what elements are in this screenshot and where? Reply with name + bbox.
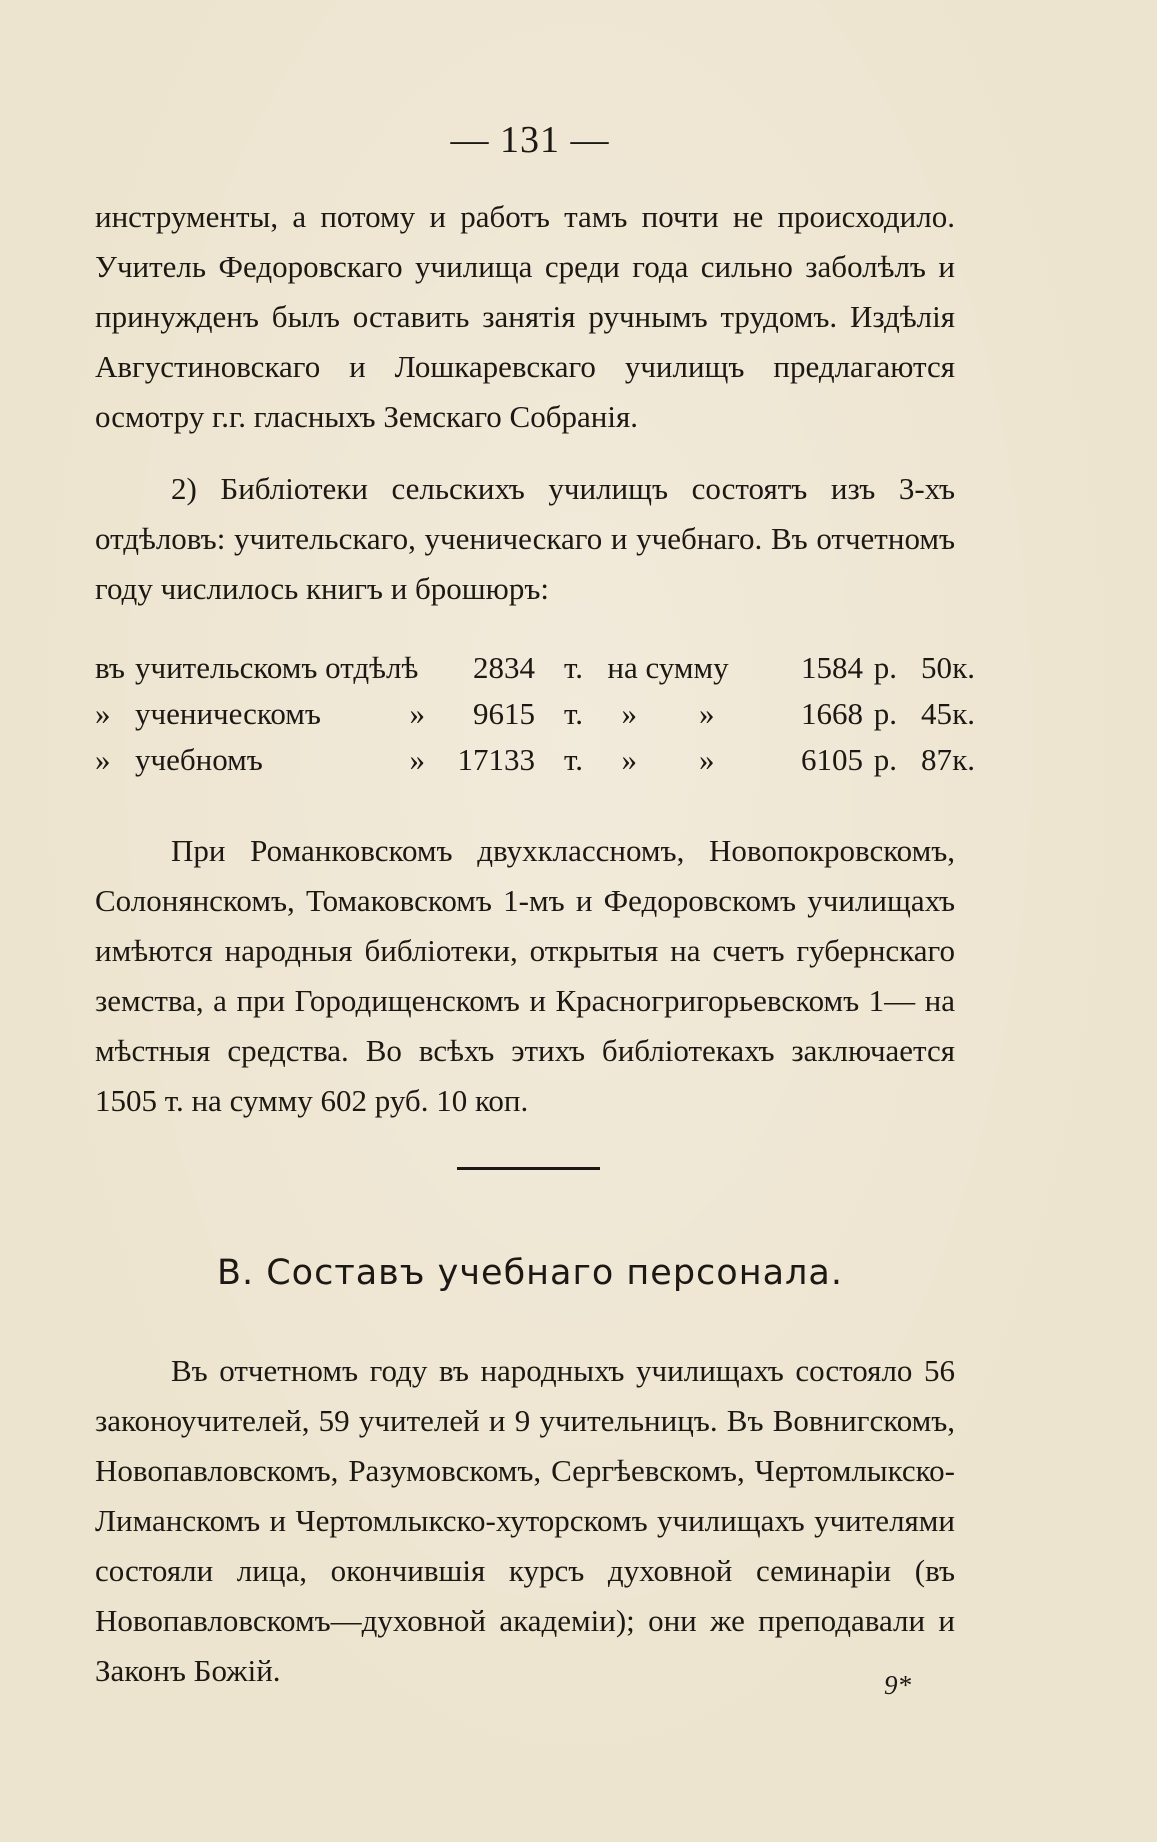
section-heading: В. Составъ учебнаго персонала. bbox=[216, 1253, 843, 1293]
kopecks-unit: к. bbox=[952, 742, 975, 777]
volume-unit: т. bbox=[564, 696, 583, 731]
table-row bbox=[95, 691, 975, 737]
kopecks-value: 45 bbox=[921, 696, 952, 731]
row-prefix: въ bbox=[95, 650, 125, 685]
rubles-value: 1668 bbox=[801, 696, 863, 731]
paragraph-libraries: 2) Библіотеки сельскихъ училищъ состоятъ изъ 3-хъ отдѣловъ: учительскаго, ученическаго и учебнаго. Въ отчетномъ году числилось книгъ и брошюръ: bbox=[95, 471, 955, 606]
kopecks-unit: к. bbox=[952, 650, 975, 685]
volume-unit: т. bbox=[564, 650, 583, 685]
row-label: учебномъ bbox=[135, 742, 263, 777]
table-row bbox=[95, 645, 975, 691]
row-prefix: » bbox=[95, 696, 111, 731]
paragraph-teaching-staff: Въ отчетномъ году въ народныхъ училищахъ состояло 56 законоучителей, 59 учителей и 9 учительницъ. Въ Вовнигскомъ, Новопавловскомъ, Разумовскомъ, Сергѣевскомъ, Чертомлыкско-Лиманскомъ и Чертомлыкско-хуторскомъ училищахъ учителями состояли лица, окончившія курсъ духовной семинаріи (въ Новопавловскомъ—духовной академіи); они же преподавали и Законъ Божій. bbox=[95, 1353, 955, 1688]
rubles-value: 6105 bbox=[801, 742, 863, 777]
sum-label: » » bbox=[621, 742, 715, 777]
row-label-end: » bbox=[409, 742, 425, 777]
signature-mark: 9* bbox=[884, 1670, 911, 1700]
rubles-value: 1584 bbox=[801, 650, 863, 685]
row-label: учительскомъ отдѣлѣ bbox=[135, 650, 419, 685]
books-table bbox=[95, 645, 975, 783]
table-row bbox=[95, 737, 975, 783]
section-divider bbox=[457, 1167, 600, 1170]
page-number: — 131 — bbox=[450, 119, 610, 161]
kopecks-unit: к. bbox=[952, 696, 975, 731]
rubles-unit: р. bbox=[873, 696, 897, 731]
row-label-end: » bbox=[409, 696, 425, 731]
rubles-unit: р. bbox=[873, 742, 897, 777]
row-label: ученическомъ bbox=[135, 696, 321, 731]
paragraph-public-libraries: При Романковскомъ двухклассномъ, Новопокровскомъ, Солонянскомъ, Томаковскомъ 1-мъ и Федоровскомъ училищахъ имѣются народныя библіотеки, открытыя на счетъ губернскаго земства, а при Городищенскомъ и Красногригорьевскомъ 1— на мѣстныя средства. Во всѣхъ этихъ библіотекахъ заключается 1505 т. на сумму 602 руб. 10 коп. bbox=[95, 833, 955, 1118]
volume-unit: т. bbox=[564, 742, 583, 777]
volume-count: 2834 bbox=[473, 650, 535, 685]
volume-count: 9615 bbox=[473, 696, 535, 731]
sum-label: на сумму bbox=[607, 650, 729, 685]
volume-count: 17133 bbox=[457, 742, 535, 777]
kopecks-value: 87 bbox=[921, 742, 952, 777]
sum-label: » » bbox=[621, 696, 715, 731]
kopecks-value: 50 bbox=[921, 650, 952, 685]
row-prefix: » bbox=[95, 742, 111, 777]
rubles-unit: р. bbox=[873, 650, 897, 685]
paragraph-handicraft: инструменты, а потому и работъ тамъ почти не происходило. Учитель Федоровскаго училища среди года сильно заболѣлъ и принужденъ былъ оставить занятія ручнымъ трудомъ. Издѣлія Августиновскаго и Лошкаревскаго училищъ предлагаются осмотру г.г. гласныхъ Земскаго Собранія. bbox=[95, 199, 955, 434]
